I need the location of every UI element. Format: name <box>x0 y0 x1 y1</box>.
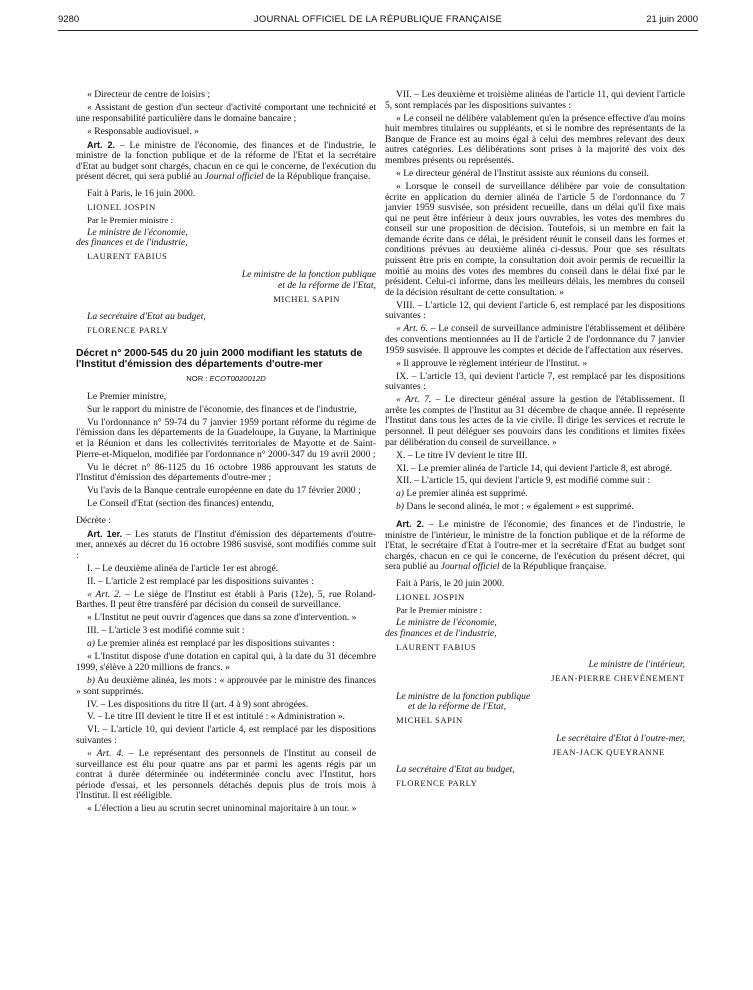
issue-date: 21 juin 2000 <box>646 14 698 25</box>
article-label: Art. 1er. <box>87 528 123 539</box>
decree-paragraph: Vu l'avis de la Banque centrale européenne en date du 17 février 2000 ; <box>87 485 361 497</box>
header-rule <box>58 30 698 31</box>
quoted-article: « Art. 6. – Le conseil de surveillance administre l'établissement et délibère des conventions mentionnées au II de l'article 2 de l'ordonnance du 7 janvier 1959 susvisée. Il approuve les comptes et décide de l'affectation aux réserves. <box>385 323 685 356</box>
signature-prime-minister: LIONEL JOSPIN <box>87 201 156 212</box>
quoted-paragraph: « L'élection a lieu au scrutin secret uninominal majoritaire à un tour. » <box>87 803 357 815</box>
quoted-article: « Art. 7. – Le directeur général assure la gestion de l'établissement. Il arrête les comptes de l'Institut au 31 décembre de chaque année. Il représente l'Institut dans tous les actes de la vie civile. Il dirige les services et recrute le personnel. Il peut déléguer ses pouvoirs dans les conditions et limites fixées par délibération du conseil de surveillance. » <box>385 394 685 448</box>
quoted-paragraph: « L'Institut ne peut ouvrir d'agences que dans sa zone d'intervention. » <box>87 612 357 624</box>
decree-title: Décret n° 2000-545 du 20 juin 2000 modifiant les statuts de l'Institut d'émission des départements d'outre-mer <box>76 347 363 370</box>
intro-line: « Assistant de gestion d'un secteur d'activité comportant une technicité et une responsabilité particulière dans le domaine bancaire ; <box>76 101 376 124</box>
minister-economy-name: LAURENT FABIUS <box>87 251 168 262</box>
amendment-subitem: a) Le premier alinéa est supprimé. <box>396 488 528 500</box>
amendment-item: XII. – L'article 15, qui devient l'article 9, est modifié comme suit : <box>396 475 651 487</box>
amendment-item: IV. – Les dispositions du titre II (art. 4 à 9) sont abrogées. <box>87 698 309 710</box>
minister-economy-title: Le ministre de l'économie, des finances et de l'industrie, <box>76 226 188 249</box>
amendment-item: III. – L'article 3 est modifié comme suit : <box>87 625 245 637</box>
secretary-budget-name: FLORENCE PARLY <box>396 778 478 789</box>
amendment-item: XI. – Le premier alinéa de l'article 14, qui devient l'article 8, est abrogé. <box>396 462 672 474</box>
amendment-subitem: b) Au deuxième alinéa, les mots : « approuvée par le ministre des finances » sont supprimés. <box>76 674 376 697</box>
minister-public-service-name: MICHEL SAPIN <box>273 293 340 304</box>
quoted-paragraph: « Le conseil ne délibère valablement qu'en la présence effective d'au moins huit membres titulaires ou suppléants, et si le nombre des représentants de la Banque de France est au moins égal à celui des membres relevant des deux autres catégories. Les délibérations sont prises à la majorité des voix des membres présents ou représentés. <box>385 112 685 166</box>
minister-economy-name: LAURENT FABIUS <box>396 641 477 652</box>
amendment-item: VI. – L'article 10, qui devient l'article 4, est remplacé par les dispositions suivantes : <box>76 724 376 747</box>
page-number: 9280 <box>58 14 80 25</box>
quoted-paragraph: « L'Institut dispose d'une dotation en capital qui, à la date du 31 décembre 1999, s'élève à 220 millions de francs. » <box>76 651 376 673</box>
amendment-item: IX. – L'article 13, qui devient l'article 7, est remplacé par les dispositions suivantes : <box>385 370 685 393</box>
amendment-item: VIII. – L'article 12, qui devient l'article 6, est remplacé par les dispositions suivantes : <box>385 299 685 322</box>
by-prime-minister: Par le Premier ministre : <box>396 604 482 615</box>
amendment-item: V. – Le titre III devient le titre II et est intitulé : « Administration ». <box>87 711 345 723</box>
left-column <box>76 90 376 817</box>
decree-paragraph: Le Conseil d'Etat (section des finances) entendu, <box>87 498 274 510</box>
secretary-budget-title: La secrétaire d'Etat au budget, <box>87 311 206 323</box>
minister-public-service-title: Le ministre de la fonction publique et de la réforme de l'Etat, <box>241 269 376 291</box>
amendment-subitem: a) Le premier alinéa est remplacé par les dispositions suivantes : <box>87 638 335 650</box>
journal-title: JOURNAL OFFICIEL DE LA RÉPUBLIQUE FRANÇAISE <box>253 14 503 25</box>
amendment-item: VII. – Les deuxième et troisième alinéas de l'article 11, qui devient l'article 5, sont remplacés par les dispositions suivantes : <box>385 89 685 111</box>
amendment-subitem: b) Dans le second alinéa, le mot : « également » est supprimé. <box>396 501 634 513</box>
article-label: Art. 2. <box>396 519 424 530</box>
amendment-item: I. – Le deuxième alinéa de l'article 1er est abrogé. <box>87 562 279 574</box>
minister-economy-title: Le ministre de l'économie, des finances et de l'industrie, <box>385 616 497 639</box>
decree-paragraph: Vu le décret n° 86-1125 du 16 octobre 1986 approuvant les statuts de l'Institut d'émission des départements d'outre-mer ; <box>76 461 376 484</box>
done-at: Fait à Paris, le 16 juin 2000. <box>87 187 196 199</box>
by-prime-minister: Par le Premier ministre : <box>87 214 173 225</box>
nor-reference: NOR : ECOT0020012D <box>186 374 266 384</box>
minister-public-service-title: Le ministre de la fonction publique et de la réforme de l'Etat, <box>396 690 531 713</box>
quoted-paragraph: « Le directeur général de l'Institut assiste aux réunions du conseil. <box>396 167 649 179</box>
right-column <box>385 90 685 791</box>
quoted-article: « Art. 2. – Le siège de l'Institut est établi à Paris (12e), 5, rue Roland-Barthes. Il peut être transféré par décision du conseil de surveillance. <box>76 588 376 611</box>
minister-interior-name: JEAN-PIERRE CHEVÈNEMENT <box>551 673 685 684</box>
secretary-overseas-name: JEAN-JACK QUEYRANNE <box>552 746 665 757</box>
secretary-overseas-title: Le secrétaire d'Etat à l'outre-mer, <box>556 732 685 744</box>
minister-interior-title: Le ministre de l'intérieur, <box>588 659 685 671</box>
article-label: Art. 2. <box>87 139 115 150</box>
page-header <box>58 14 698 30</box>
article-2-paragraph: Art. 2. – Le ministre de l'économie, des finances et de l'industrie, le ministre de l'intérieur, le ministre de la fonction publique et de la réforme de l'Etat, le secrétaire d'Etat à l'outre-mer et la secrétaire d'Etat au budget sont chargés, chacun en ce qui le concerne, de l'exécution du présent décret, qui sera publié au Journal officiel de la République française. <box>385 519 685 573</box>
article-1-paragraph: Art. 1er. – Les statuts de l'Institut d'émission des départements d'outre-mer, annexés au décret du 16 octobre 1986 susvisé, sont modifiés comme suit : <box>76 528 376 561</box>
amendment-item: II. – L'article 2 est remplacé par les dispositions suivantes : <box>87 575 314 587</box>
intro-line: « Responsable audiovisuel. » <box>87 125 199 137</box>
quoted-article: « Art. 4. – Le représentant des personnels de l'Institut au conseil de surveillance est élu pour quatre ans par et parmi les agents régis par un contrat à durée déterminée ou indéterminée conclu avec l'Institut, hors période d'essai, et les personnels détachés depuis plus de trois mois à l'Institut. Il est rééligible. <box>76 748 376 802</box>
quoted-paragraph: « Il approuve le règlement intérieur de l'Institut. » <box>396 357 588 369</box>
decree-paragraph: Sur le rapport du ministre de l'économie, des finances et de l'industrie, <box>87 403 357 415</box>
intro-line: « Directeur de centre de loisirs ; <box>87 89 211 100</box>
amendment-item: X. – Le titre IV devient le titre III. <box>396 449 528 461</box>
signature-prime-minister: LIONEL JOSPIN <box>396 592 465 602</box>
secretary-budget-title: La secrétaire d'Etat au budget, <box>396 764 515 776</box>
quoted-paragraph: « Lorsque le conseil de surveillance délibère par voie de consultation écrite en application du dernier alinéa de l'article 5 de l'ordonnance du 7 janvier 1959 susvisée, son président recueille, dans un délai qu'il fixe mais qui ne peut être inférieur à deux jours ouvrables, les votes des membres du conseil sur une proposition de décision. Toutefois, si un membre en fait la demande écrite dans ce délai, le président réunit le conseil dans les formes et conditions prévues au deuxième alinéa ci-dessus. Pour que ses résultats puissent être pris en compte, la consultation doit avoir permis de recueillir la moitié au moins des votes des membres du conseil dans le délai fixé par le président. Celui-ci informe, dans les meilleurs délais, les membres du conseil de la décision résultant de cette consultation. » <box>385 180 685 298</box>
secretary-budget-name: FLORENCE PARLY <box>87 325 169 336</box>
minister-public-service-name: MICHEL SAPIN <box>396 715 463 726</box>
decrees-heading: Décrète : <box>76 514 111 526</box>
article-2-paragraph: Art. 2. – Le ministre de l'économie, des finances et de l'industrie, le ministre de la fonction publique et de la réforme de l'Etat et la secrétaire d'Etat au budget sont chargés, chacun en ce qui le concerne, de l'exécution du présent décret, qui sera publié au Journal officiel de la République française. <box>76 139 376 183</box>
decree-paragraph: Vu l'ordonnance n° 59-74 du 7 janvier 1959 portant réforme du régime de l'émission dans les départements de la Guadeloupe, la Guyane, la Martinique et la Réunion et dans les collectivités territoriales de Mayotte et de Saint-Pierre-et-Miquelon, modifiée par l'ordonnance n° 2000-347 du 19 avril 2000 ; <box>76 416 376 460</box>
done-at: Fait à Paris, le 20 juin 2000. <box>396 578 505 590</box>
decree-paragraph: Le Premier ministre, <box>87 390 167 402</box>
